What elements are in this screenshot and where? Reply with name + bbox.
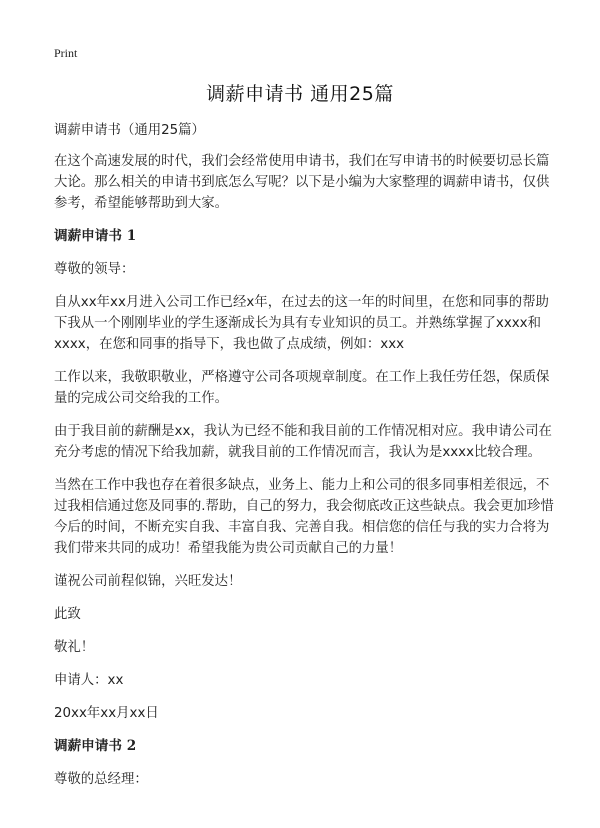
- closing-line-2: 敬礼！: [54, 640, 95, 655]
- paragraph-3: 由于我目前的薪酬是xx，我认为已经不能和我目前的工作情况相对应。我申请公司在充分考虑的情况下给我加薪，就我目前的工作情况而言，我认为是xxxx比较合理。: [54, 424, 552, 460]
- paragraph-2: 工作以来，我敬职敬业，严格遵守公司各项规章制度。在工作上我任劳任怨，保质保量的完成公司交给我的工作。: [54, 370, 550, 406]
- paragraph-4: 当然在工作中我也存在着很多缺点，业务上、能力上和公司的很多同事相差很远，不过我相信通过您及同事的.帮助，自己的努力，我会彻底改正这些缺点。我会更加珍惜今后的时间，不断充实自我、丰富自我、完善自我。相信您的信任与我的实力合将为我们带来共同的成功！希望我能为贵公司贡献自己的力量！: [54, 478, 554, 556]
- date-line: 20xx年xx月xx日: [54, 706, 159, 721]
- document-body: [54, 120, 554, 802]
- greeting-2: 尊敬的总经理：: [54, 772, 148, 787]
- applicant-line: 申请人：xx: [54, 673, 124, 688]
- greeting-1: 尊敬的领导：: [54, 262, 135, 277]
- paragraph-1: 自从xx年xx月进入公司工作已经x年，在过去的这一年的时间里，在您和同事的帮助下我从一个刚刚毕业的学生逐渐成长为具有专业知识的员工。并熟练掌握了xxxx和xxxx，在您和同事的指导下，我也做了点成绩，例如：xxx: [54, 295, 549, 352]
- section-heading-1: 调薪申请书 1: [54, 228, 137, 244]
- section-heading-2: 调薪申请书 2: [54, 738, 137, 754]
- closing-line-1: 此致: [54, 607, 81, 622]
- intro-paragraph: 在这个高速发展的时代，我们会经常使用申请书，我们在写申请书的时候要切忌长篇大论。那么相关的申请书到底怎么写呢？以下是小编为大家整理的调薪申请书，仅供参考，希望能够帮助到大家。: [54, 154, 550, 211]
- wish-line: 谨祝公司前程似锦，兴旺发达！: [54, 574, 242, 589]
- document-subtitle: 调薪申请书（通用25篇）: [54, 123, 205, 138]
- page-title: 调薪申请书 通用25篇: [206, 83, 394, 105]
- print-label: Print: [54, 46, 78, 60]
